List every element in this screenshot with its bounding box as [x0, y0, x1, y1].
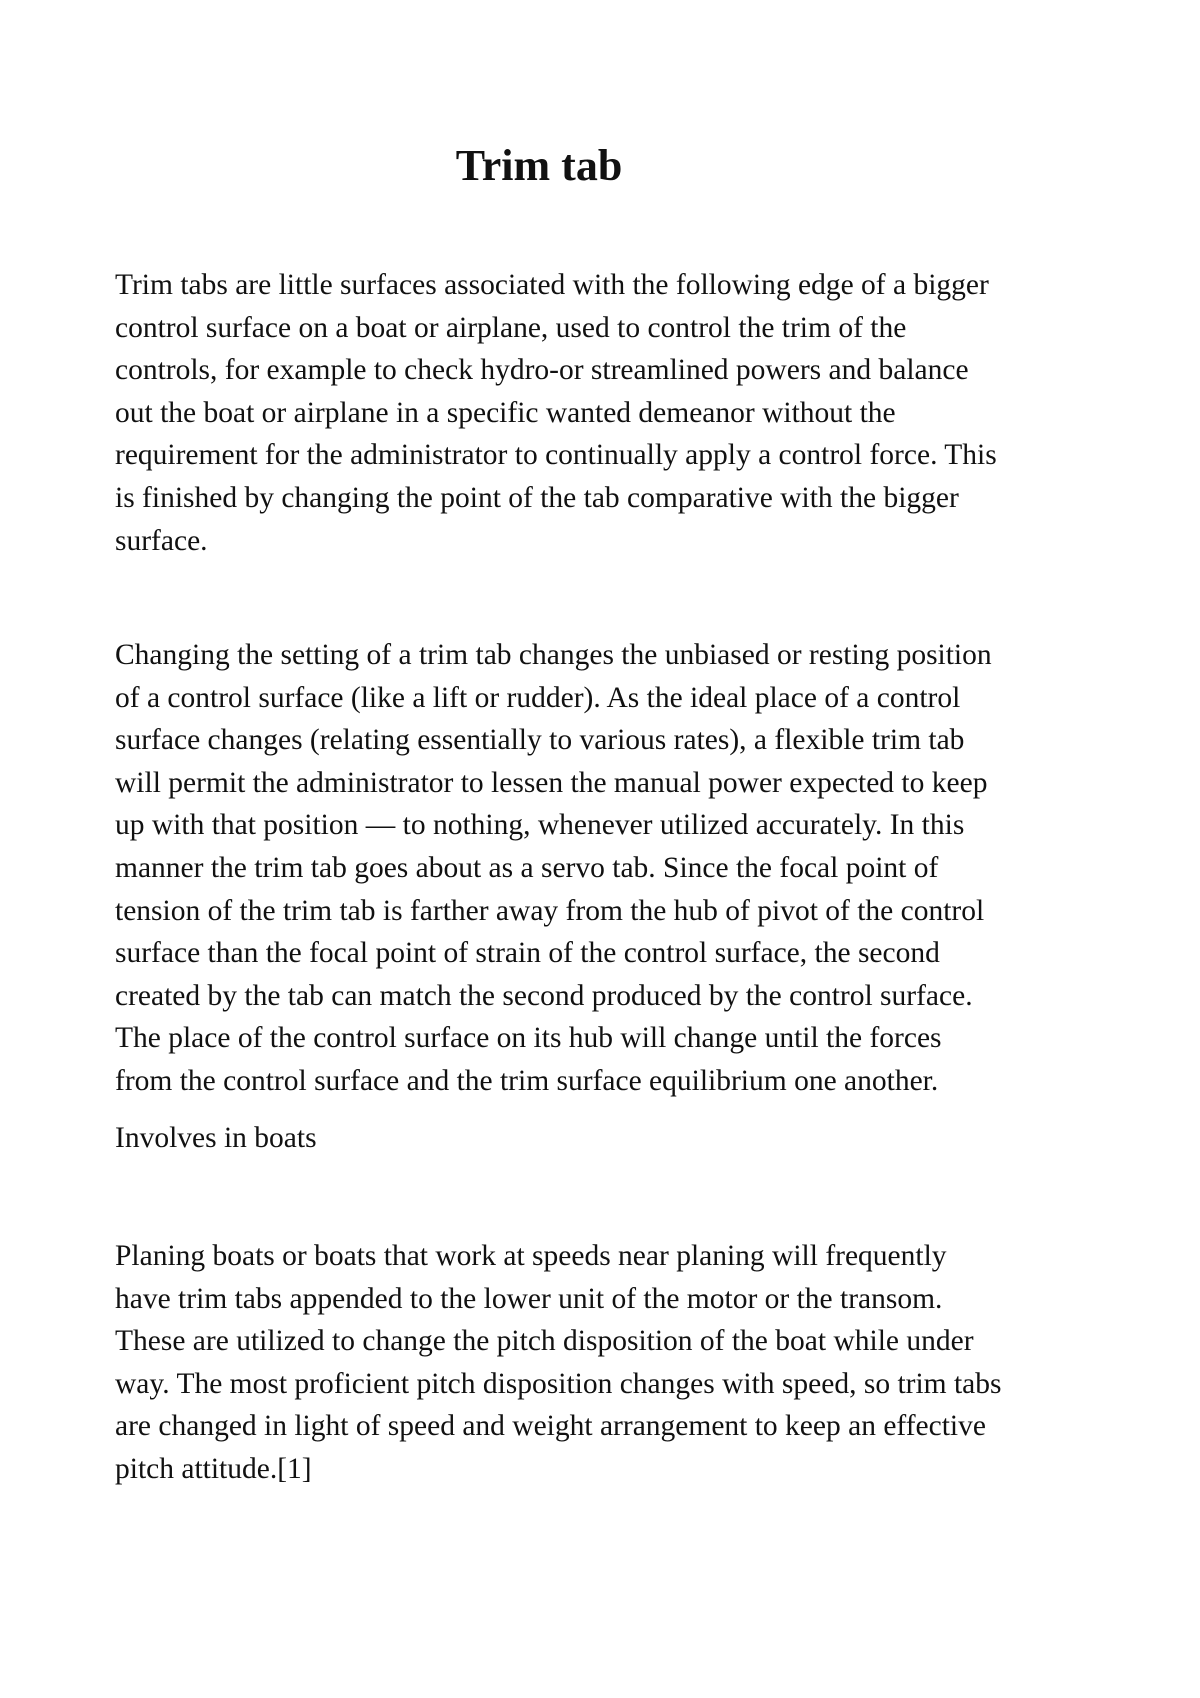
text-line: surface. — [115, 524, 208, 557]
text-line: These are utilized to change the pitch disposition of the boat while under — [115, 1325, 974, 1358]
text-line: are changed in light of speed and weight arrangement to keep an effective — [115, 1410, 986, 1443]
section-heading-boats: Involves in boats — [115, 1122, 317, 1154]
text-line: up with that position — to nothing, whenever utilized accurately. In this — [115, 809, 965, 842]
text-line: from the control surface and the trim surface equilibrium one another. — [115, 1064, 939, 1097]
text-line: pitch attitude.[1] — [115, 1452, 312, 1485]
text-line: of a control surface (like a lift or rudder). As the ideal place of a control — [115, 681, 961, 714]
paragraph-intro — [115, 264, 1115, 562]
text-line: will permit the administrator to lessen the manual power expected to keep — [115, 766, 988, 799]
text-line: Trim tabs are little surfaces associated with the following edge of a bigger — [115, 269, 989, 301]
text-line: controls, for example to check hydro-or streamlined powers and balance — [115, 354, 969, 387]
paragraph-trim-setting — [115, 634, 1115, 1103]
text-line: is finished by changing the point of the tab comparative with the bigger — [115, 481, 959, 514]
text-line: have trim tabs appended to the lower unit of the motor or the transom. — [115, 1282, 943, 1315]
text-line: requirement for the administrator to continually apply a control force. This — [115, 439, 997, 472]
text-line: Planing boats or boats that work at speeds near planing will frequently — [115, 1240, 947, 1272]
text-line: tension of the trim tab is farther away from the hub of pivot of the control — [115, 894, 985, 927]
text-line: Changing the setting of a trim tab changes the unbiased or resting position — [115, 639, 992, 671]
text-line: way. The most proficient pitch disposition changes with speed, so trim tabs — [115, 1367, 1002, 1400]
text-line: surface than the focal point of strain of the control surface, the second — [115, 937, 940, 970]
text-line: out the boat or airplane in a specific wanted demeanor without the — [115, 396, 896, 429]
text-line: manner the trim tab goes about as a servo tab. Since the focal point of — [115, 851, 939, 884]
text-line: control surface on a boat or airplane, used to control the trim of the — [115, 311, 907, 344]
page-title: Trim tab — [455, 141, 623, 190]
text-line: created by the tab can match the second produced by the control surface. — [115, 979, 973, 1012]
text-line: surface changes (relating essentially to various rates), a flexible trim tab — [115, 724, 965, 757]
paragraph-boats — [115, 1235, 1115, 1491]
text-line: The place of the control surface on its hub will change until the forces — [115, 1022, 942, 1055]
